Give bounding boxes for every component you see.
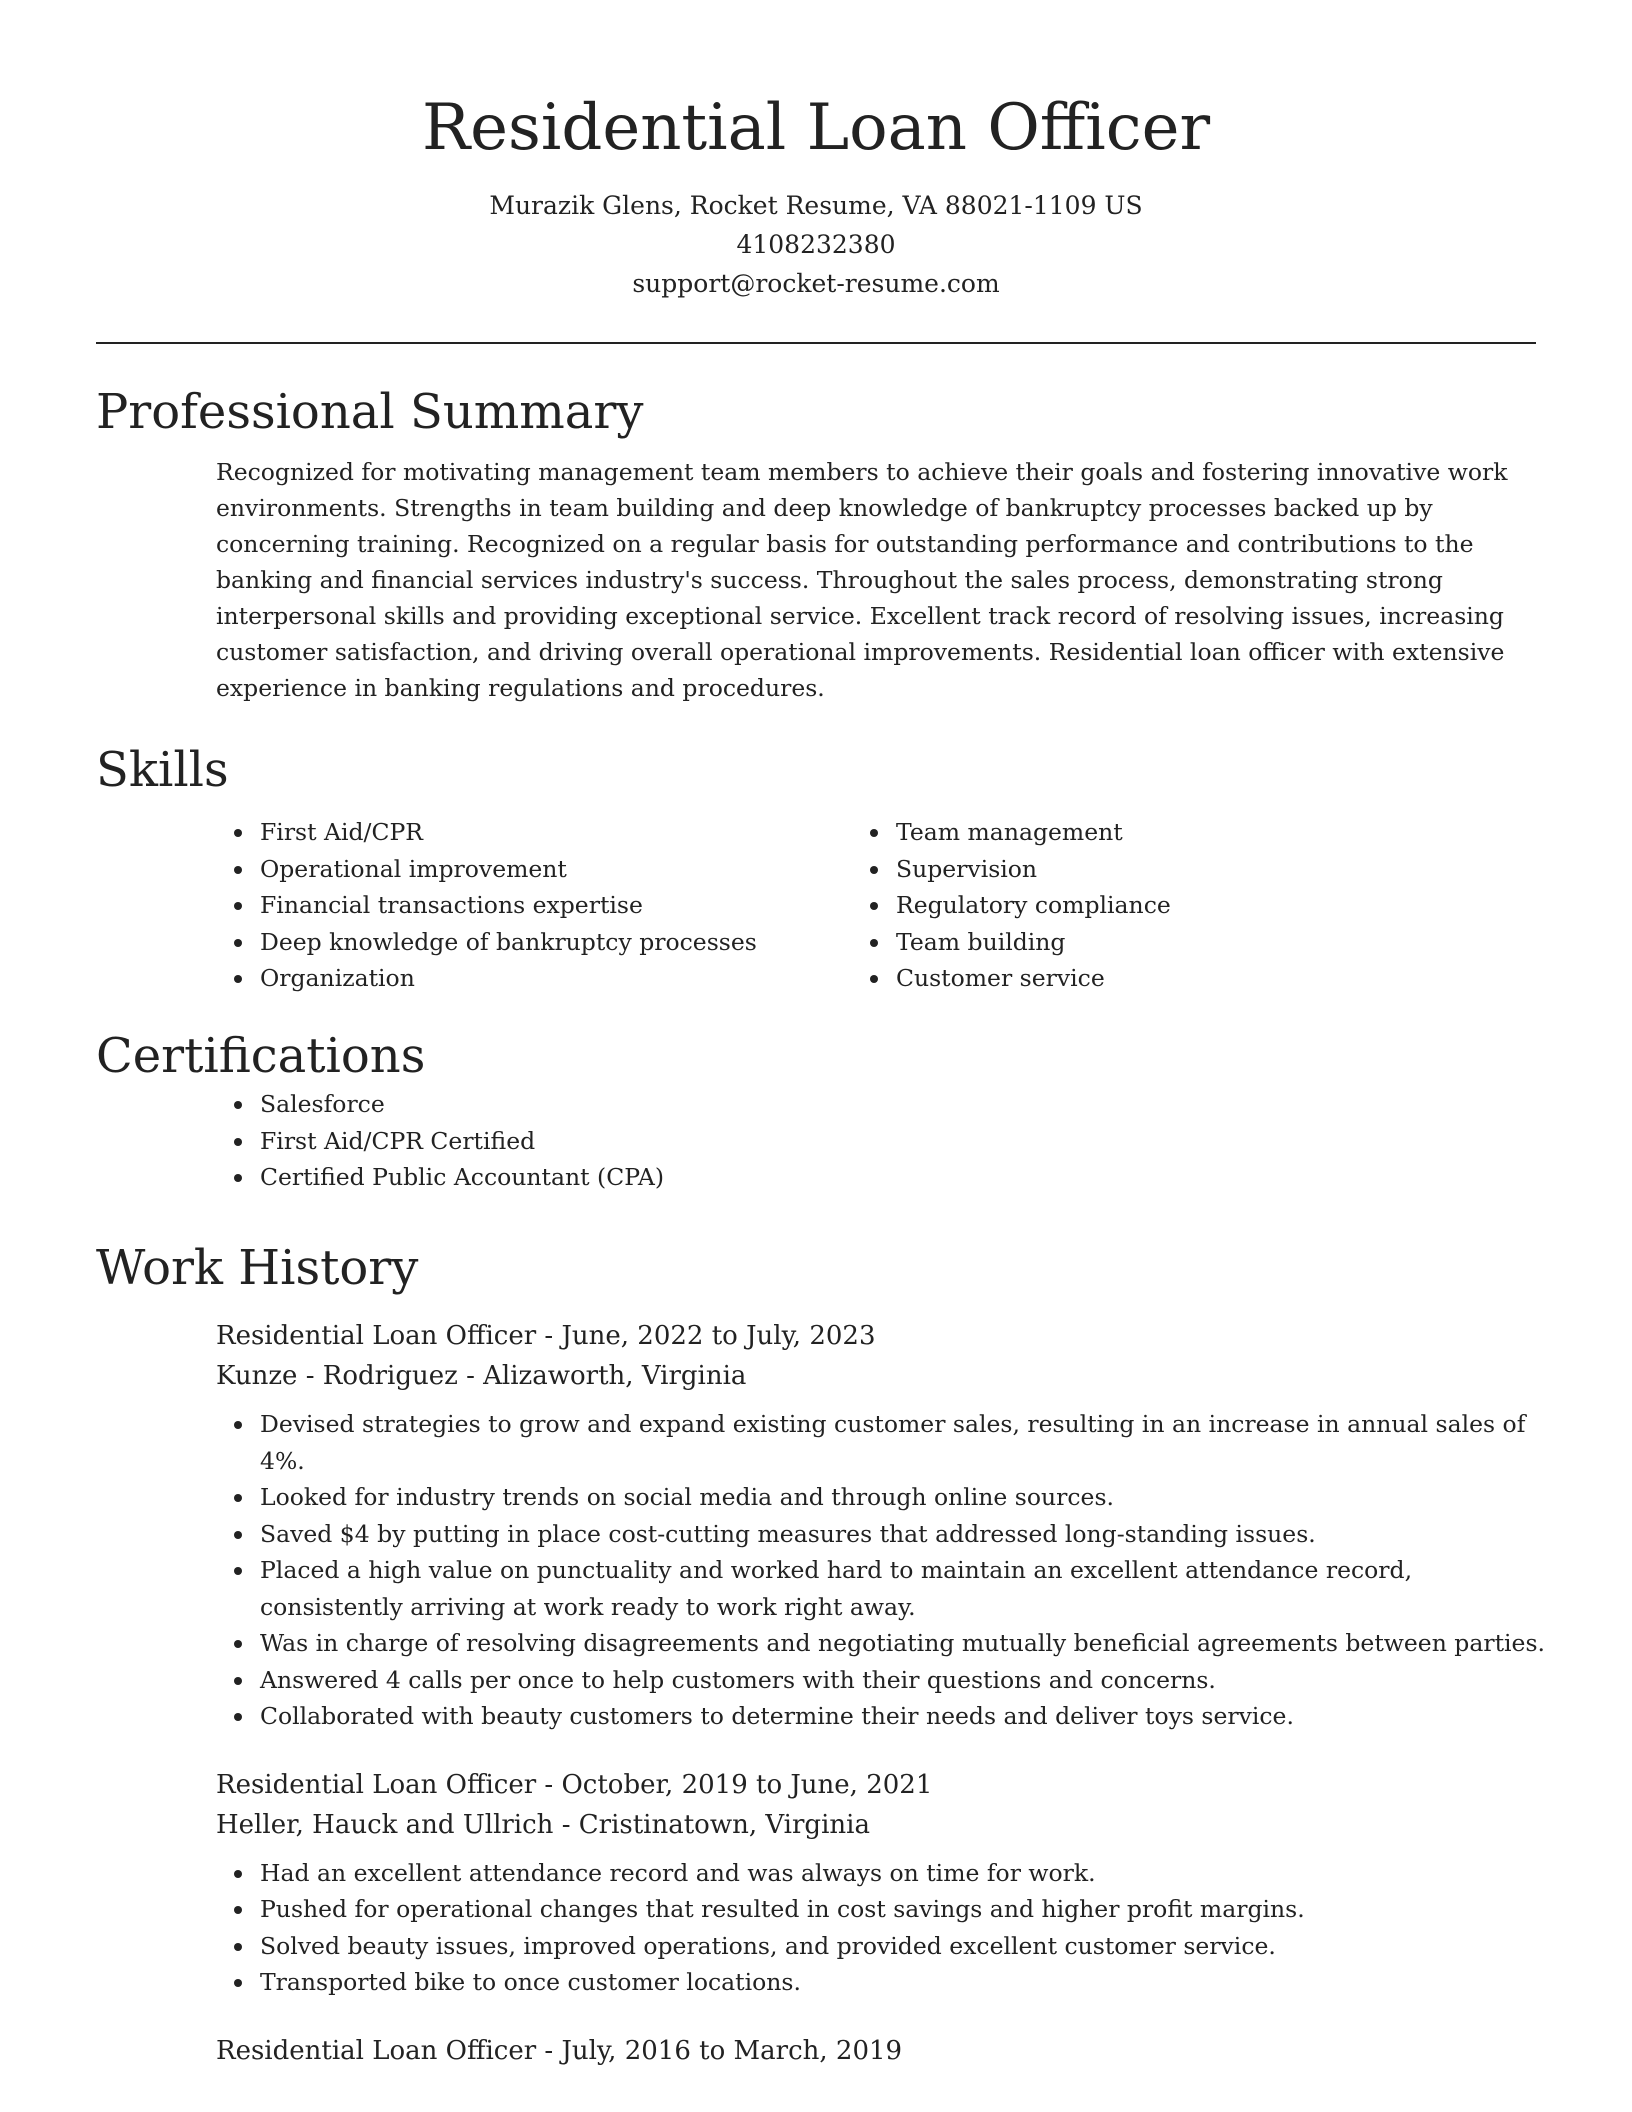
skill-item: Regulatory compliance: [896, 887, 1422, 924]
job-bullet: Pushed for operational changes that resulted in cost savings and higher profit margins.: [260, 1891, 1556, 1928]
skill-item: Supervision: [896, 851, 1422, 888]
job-bullet: Solved beauty issues, improved operations, and provided excellent customer service.: [260, 1928, 1556, 1965]
job-title-line: Residential Loan Officer - June, 2022 to July, 2023: [216, 1321, 876, 1351]
job-title-line: Residential Loan Officer - October, 2019 to June, 2021: [216, 1769, 933, 1800]
skills-title: Skills: [96, 742, 229, 798]
skill-item: Financial transactions expertise: [260, 887, 846, 924]
skill-item: Organization: [260, 960, 846, 997]
job-entry: [216, 1316, 1545, 1735]
job-bullet: Looked for industry trends on social media and through online sources.: [260, 1479, 1556, 1516]
skill-item: Deep knowledge of bankruptcy processes: [260, 924, 846, 961]
job-bullet: Saved $4 by putting in place cost-cutting measures that addressed long-standing issues.: [260, 1516, 1556, 1553]
certification-item: First Aid/CPR Certified: [260, 1123, 1536, 1160]
skill-item: Operational improvement: [260, 851, 846, 888]
skill-item: Team management: [896, 814, 1422, 851]
summary-section: [96, 382, 1536, 706]
job-bullet: Placed a high value on punctuality and worked hard to maintain an excellent attendance record, consistently arriving at work ready to work right away.: [260, 1552, 1556, 1625]
job-bullet: Collaborated with beauty customers to determine their needs and deliver toys service.: [260, 1698, 1556, 1735]
header-divider: [96, 342, 1536, 344]
work-history-title: Work History: [96, 1240, 419, 1296]
job-entry: [216, 1765, 1536, 2001]
resume-name: Residential Loan Officer: [421, 91, 1211, 165]
contact-address: Murazik Glens, Rocket Resume, VA 88021-1109 US: [489, 191, 1143, 220]
skills-section: [96, 740, 1536, 997]
certifications-section: [96, 1026, 1536, 1196]
job-entry: [216, 2031, 1536, 2071]
job-bullet: Had an excellent attendance record and was always on time for work.: [260, 1855, 1556, 1892]
contact-phone: 4108232380: [736, 230, 896, 259]
certification-item: Certified Public Accountant (CPA): [260, 1159, 1536, 1196]
job-bullet: Transported bike to once customer locations.: [260, 1964, 1556, 2001]
skill-item: Customer service: [896, 960, 1422, 997]
work-history-section: [96, 1238, 1545, 2071]
job-company-line: Heller, Hauck and Ullrich - Cristinatown, Virginia: [216, 1809, 870, 1840]
certifications-title: Certifications: [96, 1028, 426, 1084]
contact-email: support@rocket-resume.com: [632, 269, 1000, 298]
skills-column-left: [96, 814, 846, 997]
job-bullet: Answered 4 calls per once to help customers with their questions and concerns.: [260, 1662, 1556, 1699]
certification-item: Salesforce: [260, 1086, 1536, 1123]
skill-item: First Aid/CPR: [260, 814, 846, 851]
job-bullet: Was in charge of resolving disagreements and negotiating mutually beneficial agreements between parties.: [260, 1625, 1556, 1662]
resume-header: [96, 84, 1536, 303]
summary-title: Professional Summary: [96, 384, 644, 440]
summary-text: Recognized for motivating management team members to achieve their goals and fostering innovative work environments. Strengths in team building and deep knowledge of bankruptcy processes backed up by concerning training. Recognized on a regular basis for outstanding performance and contributions to the banking and financial services industry's success. Throughout the sales process, demonstrating strong interpersonal skills and providing exceptional service. Excellent track record of resolving issues, increasing customer satisfaction, and driving overall operational improvements. Residential loan officer with extensive experience in banking regulations and procedures.: [216, 458, 1508, 702]
job-title-line: Residential Loan Officer - July, 2016 to March, 2019: [216, 2035, 903, 2066]
job-company-line: Kunze - Rodriguez - Alizaworth, Virginia: [216, 1361, 747, 1391]
job-bullet: Devised strategies to grow and expand existing customer sales, resulting in an increase in annual sales of 4%.: [260, 1406, 1556, 1479]
skills-columns: [96, 814, 1536, 997]
skill-item: Team building: [896, 924, 1422, 961]
